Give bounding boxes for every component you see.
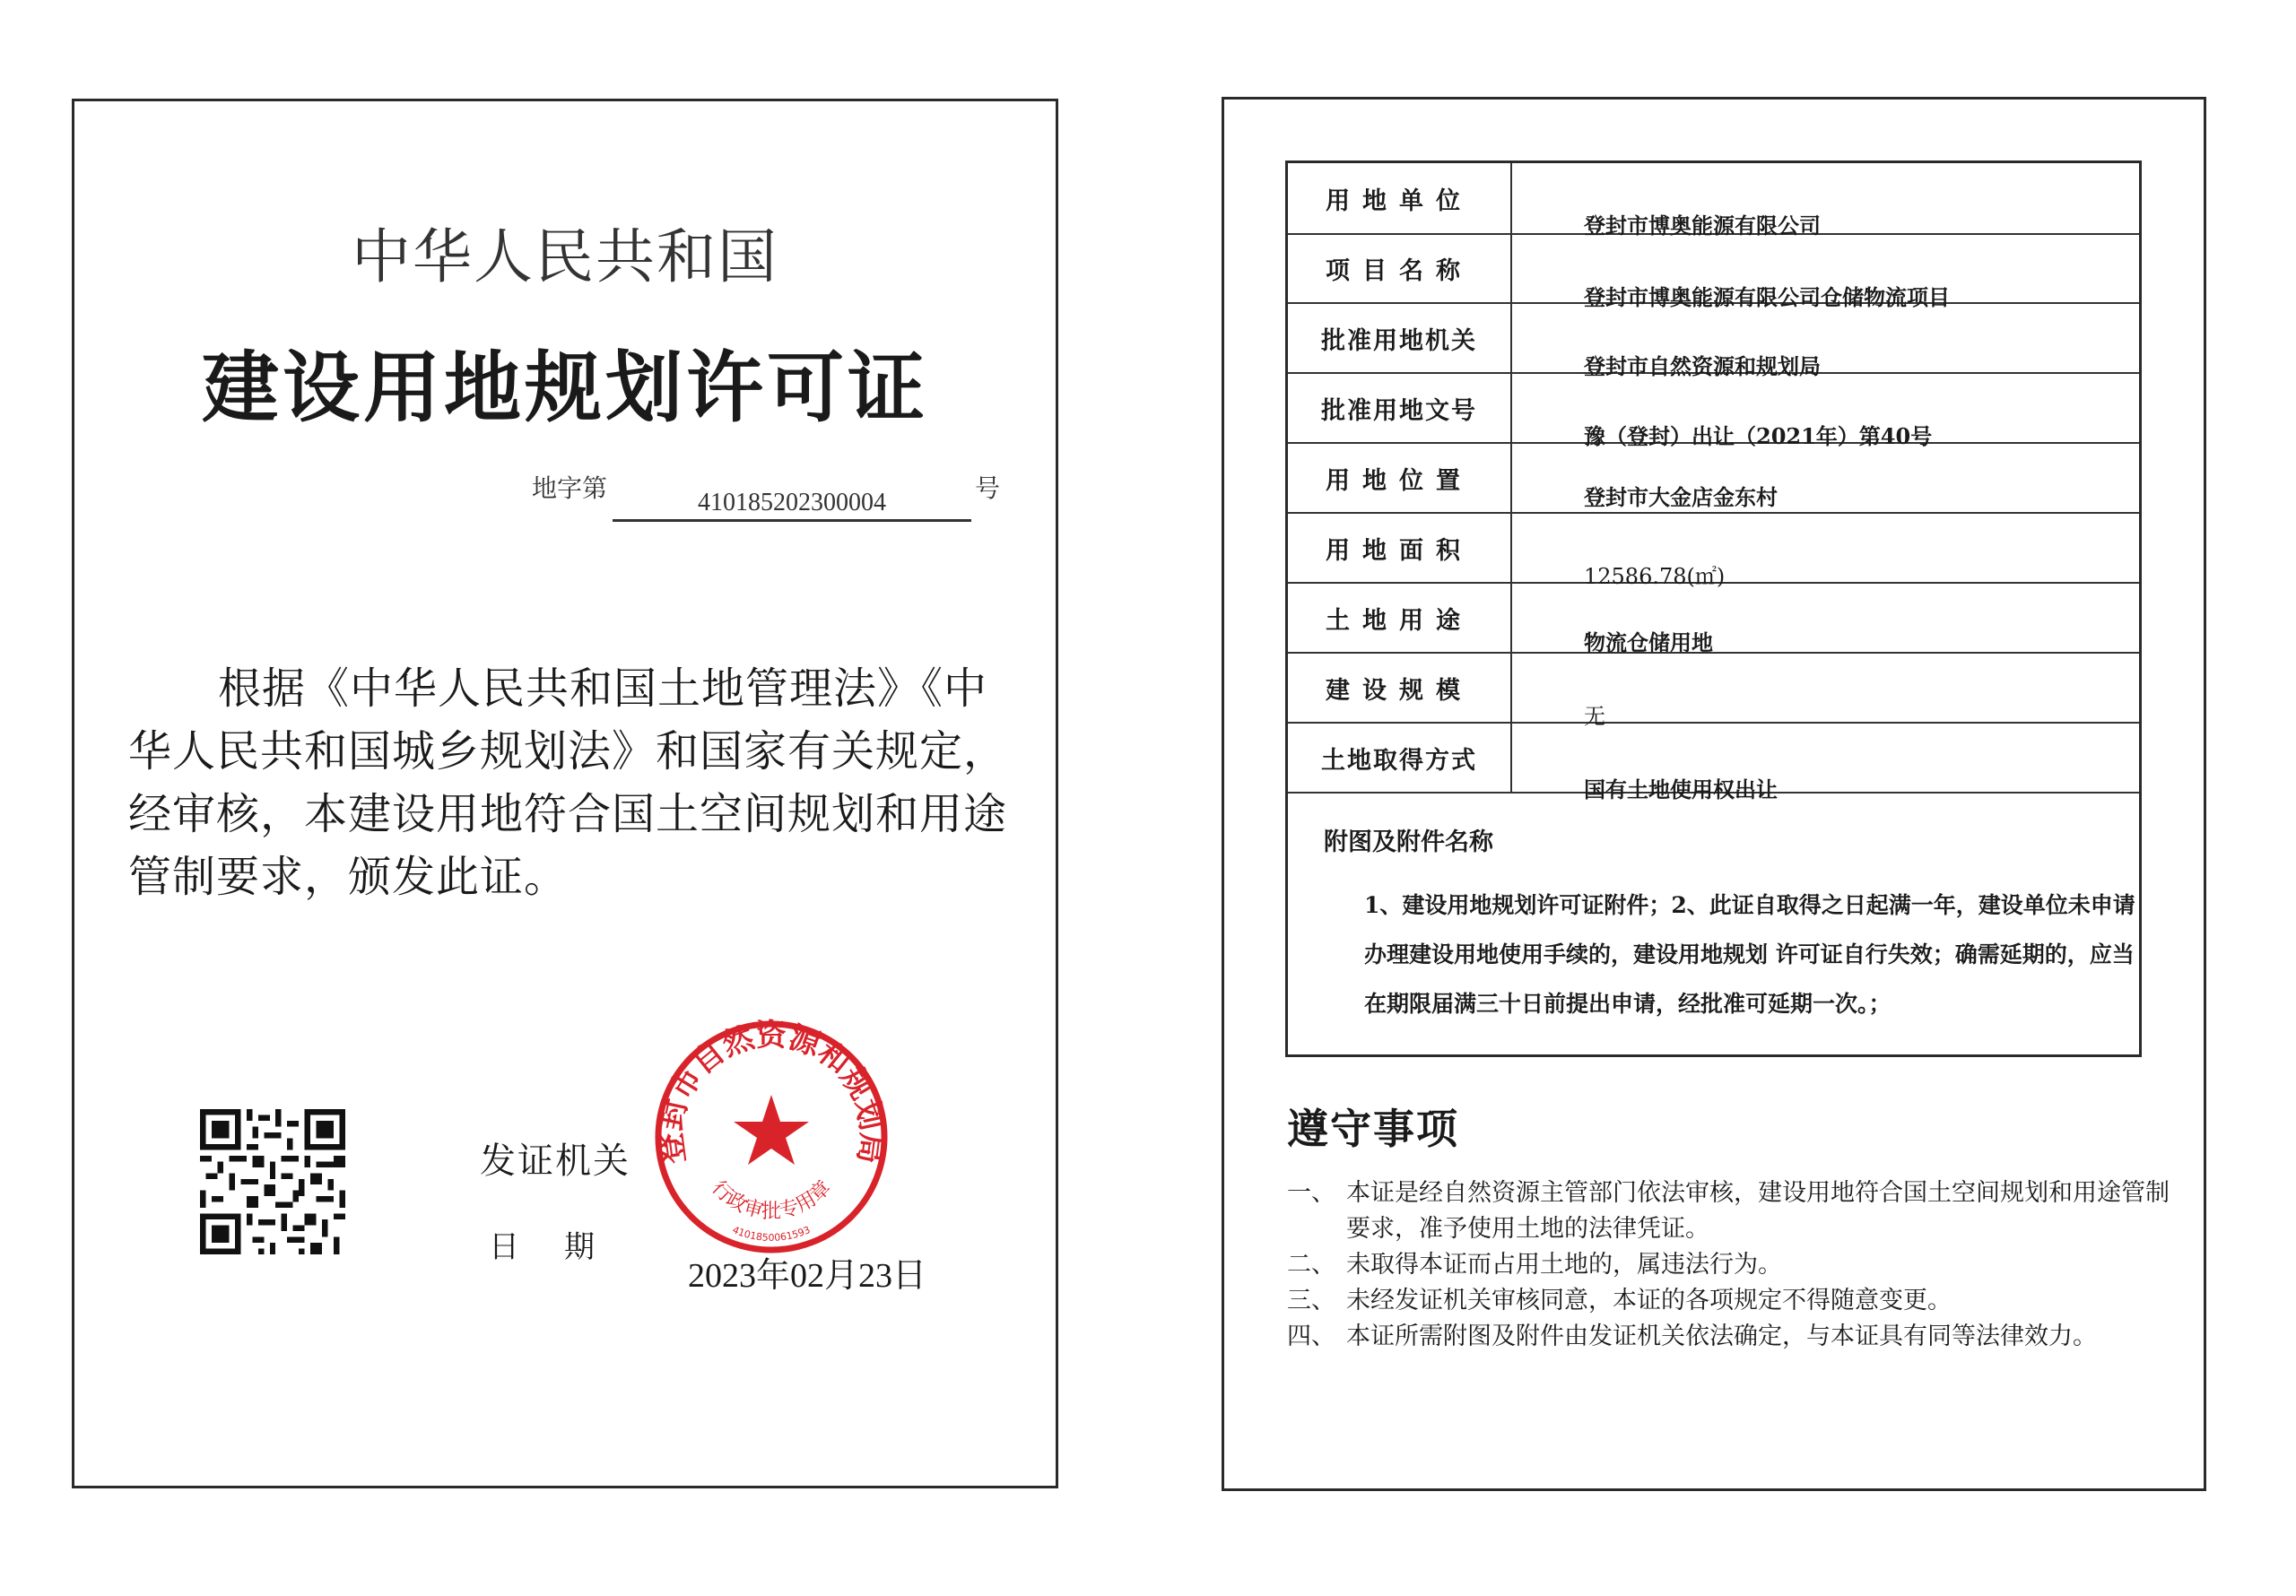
table-row xyxy=(1288,444,2139,514)
certificate-back-page xyxy=(1222,97,2206,1491)
row-value: 登封市自然资源和规划局 xyxy=(1584,353,1821,379)
row-label: 批准用地机关 xyxy=(1288,304,1512,372)
issue-date: 2023年02月23日 xyxy=(688,1257,927,1295)
list-item-number: 三、 xyxy=(1287,1287,1335,1314)
row-label: 批准用地文号 xyxy=(1288,374,1512,442)
row-label: 建设规模 xyxy=(1288,654,1512,722)
list-item-number: 一、 xyxy=(1287,1179,1335,1207)
certificate-title: 建设用地规划许可证 xyxy=(202,343,928,433)
obey-section-title: 遵守事项 xyxy=(1287,1105,1459,1153)
date-label: 日期 xyxy=(489,1229,639,1265)
row-label: 用地单位 xyxy=(1288,163,1512,233)
svg-text:4101850061593 xyxy=(731,1224,813,1244)
row-label: 用地面积 xyxy=(1288,514,1512,582)
country-name: 中华人民共和国 xyxy=(352,222,778,291)
list-item xyxy=(1287,1319,2184,1355)
table-row xyxy=(1288,304,2139,379)
table-row xyxy=(1288,514,2139,589)
attachment-label: 附图及附件名称 xyxy=(1324,828,1493,856)
list-item-number: 四、 xyxy=(1287,1323,1335,1350)
attachment-text: 1、建设用地规划许可证附件；2、此证自取得之日起满一年，建设单位未申请办理建设用地使用手续的，建设用地规划 许可证自行失效；确需延期的，应当在期限届满三十日前提出申请，经批准可延期一次。； xyxy=(1364,892,2135,1017)
list-item-text: 本证所需附图及附件由发证机关依法确定，与本证具有同等法律效力。 xyxy=(1346,1323,2097,1350)
list-item-text: 未取得本证而占用土地的，属违法行为。 xyxy=(1346,1251,1782,1279)
list-item-text: 未经发证机关审核同意，本证的各项规定不得随意变更。 xyxy=(1346,1287,1952,1314)
number-suffix: 号 xyxy=(975,473,1001,503)
list-item xyxy=(1287,1247,2184,1283)
table-row xyxy=(1288,584,2139,654)
row-label: 用地位置 xyxy=(1288,444,1512,512)
seal-top-text: 登封市自然资源和规划局 xyxy=(652,1018,891,1167)
table-row xyxy=(1288,374,2139,449)
list-item-number: 二、 xyxy=(1287,1251,1335,1279)
certificate-number: 410185202300004 xyxy=(613,489,971,522)
seal-code: 4101850061593 xyxy=(730,1224,813,1244)
row-label: 土地用途 xyxy=(1288,584,1512,652)
row-label: 项目名称 xyxy=(1288,235,1512,302)
certificate-body-text: 根据《中华人民共和国土地管理法》《中华人民共和国城乡规划法》和国家有关规定，经审核，本建设用地符合国土空间规划和用途管制要求，颁发此证。 xyxy=(128,664,1008,902)
qr-code xyxy=(200,1109,345,1254)
svg-text:行政审批专用章 xyxy=(707,1176,835,1223)
table-row xyxy=(1288,724,2139,802)
list-item xyxy=(1287,1283,2184,1319)
issuer-label: 发证机关 xyxy=(480,1141,631,1182)
row-value: 物流仓储用地 xyxy=(1584,629,1713,655)
row-value: 豫（登封）出让（2021年）第40号 xyxy=(1584,423,1933,449)
land-info-table xyxy=(1285,160,2142,1057)
official-seal xyxy=(650,1016,892,1258)
row-value: 登封市博奥能源有限公司 xyxy=(1584,213,1821,239)
obey-list xyxy=(1287,1175,2184,1355)
row-label: 土地取得方式 xyxy=(1288,724,1512,792)
table-row xyxy=(1288,654,2139,729)
seal-star-icon xyxy=(734,1095,809,1165)
list-item xyxy=(1287,1175,2184,1247)
seal-bottom-text: 行政审批专用章 xyxy=(707,1176,836,1223)
table-row xyxy=(1288,163,2139,239)
list-item-text: 本证是经自然资源主管部门依法审核，建设用地符合国土空间规划和用途管制要求，准予使用土地的法律凭证。 xyxy=(1346,1179,2170,1243)
number-prefix: 地字第 xyxy=(532,473,608,503)
certificate-front-page xyxy=(72,99,1058,1488)
row-value: 无 xyxy=(1584,704,1605,729)
row-value: 国有土地使用权出让 xyxy=(1584,776,1778,802)
row-value: 12586.78(㎡) xyxy=(1584,564,1726,589)
row-value: 登封市大金店金东村 xyxy=(1584,484,1778,510)
row-value: 登封市博奥能源有限公司仓储物流项目 xyxy=(1584,284,1950,310)
table-row xyxy=(1288,235,2139,310)
